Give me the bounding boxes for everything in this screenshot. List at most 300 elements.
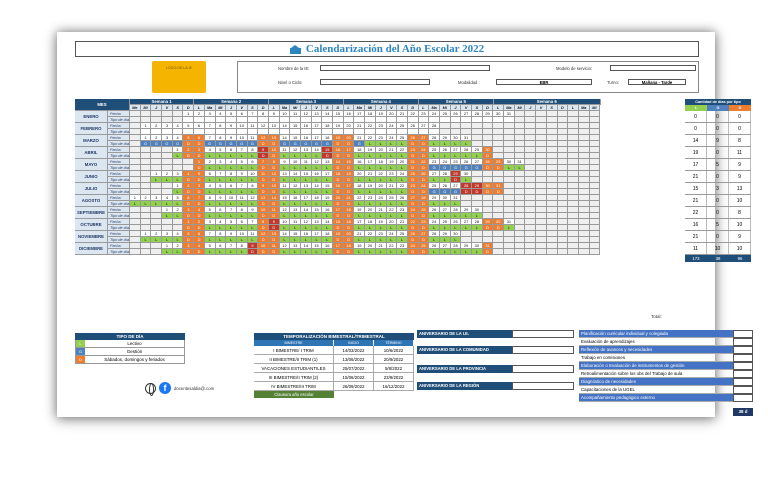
- type-cell[interactable]: L: [151, 237, 162, 243]
- date-cell[interactable]: 12: [290, 183, 301, 189]
- type-cell[interactable]: L: [365, 237, 376, 243]
- date-cell[interactable]: 8: [216, 231, 227, 237]
- type-cell[interactable]: L: [301, 225, 312, 231]
- date-cell[interactable]: 11: [301, 159, 312, 165]
- type-cell[interactable]: D: [258, 189, 269, 195]
- type-cell[interactable]: L: [226, 165, 237, 171]
- nivel-field[interactable]: [320, 79, 430, 85]
- date-cell[interactable]: 7: [237, 183, 248, 189]
- actividad-value[interactable]: [733, 330, 753, 338]
- date-cell[interactable]: 2: [194, 111, 205, 117]
- type-cell[interactable]: L: [365, 141, 376, 147]
- date-cell[interactable]: 24: [387, 231, 398, 237]
- type-cell[interactable]: L: [248, 225, 259, 231]
- type-cell[interactable]: L: [216, 153, 227, 159]
- type-cell[interactable]: L: [290, 153, 301, 159]
- date-cell[interactable]: 4: [216, 111, 227, 117]
- type-cell[interactable]: G: [216, 141, 227, 147]
- date-cell[interactable]: 24: [440, 159, 451, 165]
- date-cell[interactable]: 15: [333, 219, 344, 225]
- type-cell[interactable]: L: [173, 153, 184, 159]
- type-cell[interactable]: L: [461, 153, 472, 159]
- date-cell[interactable]: 15: [301, 171, 312, 177]
- date-cell[interactable]: 21: [354, 231, 365, 237]
- type-cell[interactable]: L: [162, 177, 173, 183]
- type-cell[interactable]: D: [408, 213, 419, 219]
- date-cell[interactable]: 14: [301, 243, 312, 249]
- date-cell[interactable]: 4: [173, 123, 184, 129]
- date-cell[interactable]: 22: [365, 123, 376, 129]
- date-cell[interactable]: 25: [397, 135, 408, 141]
- type-cell[interactable]: L: [237, 177, 248, 183]
- type-cell[interactable]: L: [451, 153, 462, 159]
- date-cell[interactable]: 3: [162, 135, 173, 141]
- date-cell[interactable]: 1: [141, 231, 152, 237]
- type-cell[interactable]: D: [183, 153, 194, 159]
- date-cell[interactable]: 22: [397, 147, 408, 153]
- date-cell[interactable]: 1: [141, 135, 152, 141]
- date-cell[interactable]: 2: [173, 243, 184, 249]
- date-cell[interactable]: 8: [237, 243, 248, 249]
- date-cell[interactable]: 15: [322, 147, 333, 153]
- date-cell[interactable]: 16: [322, 207, 333, 213]
- date-cell[interactable]: 28: [451, 207, 462, 213]
- type-cell[interactable]: L: [216, 177, 227, 183]
- type-cell[interactable]: G: [472, 165, 483, 171]
- type-cell[interactable]: L: [387, 165, 398, 171]
- type-cell[interactable]: L: [387, 201, 398, 207]
- date-cell[interactable]: 10: [258, 207, 269, 213]
- type-cell[interactable]: L: [173, 201, 184, 207]
- type-cell[interactable]: L: [387, 213, 398, 219]
- type-cell[interactable]: L: [376, 237, 387, 243]
- type-cell[interactable]: L: [322, 177, 333, 183]
- periodo-termino[interactable]: 5/8/2022: [374, 364, 414, 372]
- date-cell[interactable]: 22: [419, 159, 430, 165]
- type-cell[interactable]: G: [290, 141, 301, 147]
- date-cell[interactable]: 19: [333, 135, 344, 141]
- type-cell[interactable]: L: [365, 249, 376, 255]
- type-cell[interactable]: D: [472, 189, 483, 195]
- type-cell[interactable]: D: [269, 213, 280, 219]
- type-cell[interactable]: L: [387, 141, 398, 147]
- type-cell[interactable]: L: [322, 165, 333, 171]
- date-cell[interactable]: 4: [216, 219, 227, 225]
- date-cell[interactable]: 16: [344, 111, 355, 117]
- type-cell[interactable]: L: [376, 249, 387, 255]
- actividad-value[interactable]: [733, 354, 753, 362]
- type-cell[interactable]: D: [344, 201, 355, 207]
- date-cell[interactable]: 13: [312, 219, 323, 225]
- type-cell[interactable]: L: [387, 225, 398, 231]
- type-cell[interactable]: L: [130, 201, 141, 207]
- date-cell[interactable]: 17: [354, 111, 365, 117]
- date-cell[interactable]: 15: [322, 183, 333, 189]
- date-cell[interactable]: 16: [290, 195, 301, 201]
- type-cell[interactable]: D: [194, 237, 205, 243]
- date-cell[interactable]: 30: [451, 231, 462, 237]
- type-cell[interactable]: L: [429, 177, 440, 183]
- date-cell[interactable]: 18: [322, 231, 333, 237]
- type-cell[interactable]: L: [312, 225, 323, 231]
- type-cell[interactable]: L: [226, 237, 237, 243]
- type-cell[interactable]: L: [290, 213, 301, 219]
- date-cell[interactable]: 4: [194, 207, 205, 213]
- date-cell[interactable]: 8: [205, 195, 216, 201]
- type-cell[interactable]: L: [226, 249, 237, 255]
- type-cell[interactable]: D: [419, 213, 430, 219]
- type-cell[interactable]: D: [344, 249, 355, 255]
- type-cell[interactable]: L: [451, 237, 462, 243]
- date-cell[interactable]: 25: [429, 147, 440, 153]
- type-cell[interactable]: L: [312, 201, 323, 207]
- periodo-inicio[interactable]: 14/03/2022: [334, 346, 374, 354]
- date-cell[interactable]: 14: [290, 171, 301, 177]
- date-cell[interactable]: 26: [408, 231, 419, 237]
- type-cell[interactable]: G: [173, 141, 184, 147]
- type-cell[interactable]: G: [162, 141, 173, 147]
- date-cell[interactable]: 12: [269, 171, 280, 177]
- date-cell[interactable]: 22: [365, 231, 376, 237]
- type-cell[interactable]: L: [365, 165, 376, 171]
- date-cell[interactable]: 28: [419, 195, 430, 201]
- date-cell[interactable]: 9: [226, 135, 237, 141]
- date-cell[interactable]: 6: [194, 123, 205, 129]
- date-cell[interactable]: 5: [216, 147, 227, 153]
- type-cell[interactable]: L: [397, 153, 408, 159]
- date-cell[interactable]: 7: [258, 159, 269, 165]
- date-cell[interactable]: 5: [173, 195, 184, 201]
- date-cell[interactable]: 3: [173, 171, 184, 177]
- date-cell[interactable]: 7: [226, 243, 237, 249]
- date-cell[interactable]: 30: [483, 183, 494, 189]
- type-cell[interactable]: D: [344, 153, 355, 159]
- type-cell[interactable]: L: [216, 237, 227, 243]
- date-cell[interactable]: 10: [237, 135, 248, 141]
- date-cell[interactable]: 12: [258, 135, 269, 141]
- periodo-termino[interactable]: 16/12/2022: [374, 382, 414, 390]
- type-cell[interactable]: L: [440, 249, 451, 255]
- date-cell[interactable]: 14: [269, 195, 280, 201]
- date-cell[interactable]: 26: [451, 111, 462, 117]
- date-cell[interactable]: 12: [280, 207, 291, 213]
- date-cell[interactable]: 24: [419, 183, 430, 189]
- date-cell[interactable]: 12: [258, 231, 269, 237]
- type-cell[interactable]: L: [461, 141, 472, 147]
- date-cell[interactable]: 2: [183, 147, 194, 153]
- type-cell[interactable]: L: [173, 189, 184, 195]
- date-cell[interactable]: 27: [472, 159, 483, 165]
- date-cell[interactable]: 20: [333, 195, 344, 201]
- type-cell[interactable]: L: [354, 177, 365, 183]
- date-cell[interactable]: 29: [429, 195, 440, 201]
- date-cell[interactable]: 16: [333, 147, 344, 153]
- date-cell[interactable]: 22: [397, 183, 408, 189]
- date-cell[interactable]: 27: [419, 231, 430, 237]
- type-cell[interactable]: L: [397, 237, 408, 243]
- date-cell[interactable]: 22: [387, 243, 398, 249]
- date-cell[interactable]: 29: [461, 207, 472, 213]
- type-cell[interactable]: L: [216, 225, 227, 231]
- date-cell[interactable]: 7: [194, 195, 205, 201]
- date-cell[interactable]: 14: [280, 135, 291, 141]
- type-cell[interactable]: L: [290, 177, 301, 183]
- date-cell[interactable]: 3: [162, 231, 173, 237]
- modelo-field[interactable]: [610, 65, 696, 71]
- type-cell[interactable]: D: [269, 249, 280, 255]
- type-cell[interactable]: D: [408, 201, 419, 207]
- date-cell[interactable]: 27: [461, 219, 472, 225]
- type-cell[interactable]: D: [408, 225, 419, 231]
- type-cell[interactable]: D: [258, 153, 269, 159]
- date-cell[interactable]: 11: [290, 219, 301, 225]
- date-cell[interactable]: 11: [248, 123, 259, 129]
- date-cell[interactable]: 10: [258, 243, 269, 249]
- type-cell[interactable]: D: [483, 189, 494, 195]
- type-cell[interactable]: D: [344, 225, 355, 231]
- date-cell[interactable]: 13: [301, 183, 312, 189]
- type-cell[interactable]: G: [451, 189, 462, 195]
- date-cell[interactable]: 9: [258, 147, 269, 153]
- periodo-inicio[interactable]: 26/09/2022: [334, 382, 374, 390]
- type-cell[interactable]: D: [194, 189, 205, 195]
- date-cell[interactable]: 27: [440, 243, 451, 249]
- type-cell[interactable]: D: [333, 189, 344, 195]
- type-cell[interactable]: L: [440, 177, 451, 183]
- date-cell[interactable]: 5: [183, 123, 194, 129]
- type-cell[interactable]: L: [354, 213, 365, 219]
- type-cell[interactable]: L: [280, 201, 291, 207]
- date-cell[interactable]: 18: [376, 159, 387, 165]
- type-cell[interactable]: D: [333, 225, 344, 231]
- date-cell[interactable]: 10: [280, 111, 291, 117]
- date-cell[interactable]: 5: [216, 183, 227, 189]
- type-cell[interactable]: D: [183, 237, 194, 243]
- type-cell[interactable]: L: [141, 201, 152, 207]
- type-cell[interactable]: G: [322, 141, 333, 147]
- type-cell[interactable]: D: [408, 141, 419, 147]
- type-cell[interactable]: D: [194, 165, 205, 171]
- type-cell[interactable]: L: [387, 237, 398, 243]
- date-cell[interactable]: 19: [365, 183, 376, 189]
- type-cell[interactable]: L: [290, 225, 301, 231]
- date-cell[interactable]: 13: [322, 159, 333, 165]
- type-cell[interactable]: L: [237, 201, 248, 207]
- date-cell[interactable]: 10: [280, 219, 291, 225]
- type-cell[interactable]: D: [419, 225, 430, 231]
- date-cell[interactable]: 19: [387, 159, 398, 165]
- date-cell[interactable]: 25: [419, 207, 430, 213]
- type-cell[interactable]: D: [258, 225, 269, 231]
- date-cell[interactable]: 12: [248, 195, 259, 201]
- type-cell[interactable]: L: [376, 177, 387, 183]
- type-cell[interactable]: L: [312, 165, 323, 171]
- type-cell[interactable]: D: [344, 189, 355, 195]
- date-cell[interactable]: 31: [493, 183, 504, 189]
- type-cell[interactable]: G: [226, 141, 237, 147]
- date-cell[interactable]: 21: [376, 207, 387, 213]
- date-cell[interactable]: 29: [440, 135, 451, 141]
- type-cell[interactable]: L: [173, 177, 184, 183]
- date-cell[interactable]: 17: [312, 135, 323, 141]
- date-cell[interactable]: 29: [440, 231, 451, 237]
- type-cell[interactable]: D: [333, 165, 344, 171]
- type-cell[interactable]: L: [301, 249, 312, 255]
- type-cell[interactable]: L: [216, 165, 227, 171]
- date-cell[interactable]: 17: [333, 243, 344, 249]
- type-cell[interactable]: [536, 249, 547, 255]
- date-cell[interactable]: 21: [376, 243, 387, 249]
- type-cell[interactable]: D: [419, 153, 430, 159]
- type-cell[interactable]: L: [173, 213, 184, 219]
- type-cell[interactable]: G: [205, 141, 216, 147]
- date-cell[interactable]: 29: [461, 243, 472, 249]
- date-cell[interactable]: 16: [301, 135, 312, 141]
- date-cell[interactable]: 6: [183, 195, 194, 201]
- date-cell[interactable]: 10: [269, 183, 280, 189]
- date-cell[interactable]: 6: [216, 243, 227, 249]
- type-cell[interactable]: G: [461, 165, 472, 171]
- type-cell[interactable]: L: [451, 201, 462, 207]
- type-cell[interactable]: L: [429, 213, 440, 219]
- date-cell[interactable]: 25: [451, 159, 462, 165]
- type-cell[interactable]: L: [141, 237, 152, 243]
- type-cell[interactable]: L: [397, 165, 408, 171]
- type-cell[interactable]: D: [419, 189, 430, 195]
- type-cell[interactable]: L: [312, 213, 323, 219]
- type-cell[interactable]: L: [322, 225, 333, 231]
- type-cell[interactable]: L: [354, 189, 365, 195]
- date-cell[interactable]: 28: [429, 123, 440, 129]
- date-cell[interactable]: 14: [280, 123, 291, 129]
- date-cell[interactable]: 25: [440, 219, 451, 225]
- periodo-termino[interactable]: 23/9/2022: [374, 373, 414, 381]
- date-cell[interactable]: 14: [280, 231, 291, 237]
- type-cell[interactable]: L: [429, 225, 440, 231]
- date-cell[interactable]: 9: [216, 195, 227, 201]
- date-cell[interactable]: 3: [205, 219, 216, 225]
- website-url[interactable]: docentesaldia@.com: [174, 385, 215, 391]
- date-cell[interactable]: 5: [194, 171, 205, 177]
- type-cell[interactable]: L: [205, 153, 216, 159]
- date-cell[interactable]: 24: [429, 111, 440, 117]
- date-cell[interactable]: 8: [216, 135, 227, 141]
- date-cell[interactable]: 7: [248, 111, 259, 117]
- type-cell[interactable]: D: [408, 189, 419, 195]
- type-cell[interactable]: [579, 249, 590, 255]
- type-cell[interactable]: L: [387, 177, 398, 183]
- type-cell[interactable]: D: [493, 189, 504, 195]
- type-cell[interactable]: L: [216, 213, 227, 219]
- date-cell[interactable]: 8: [237, 207, 248, 213]
- periodo-inicio[interactable]: 15/06/2022: [334, 373, 374, 381]
- type-cell[interactable]: L: [365, 177, 376, 183]
- type-cell[interactable]: L: [461, 249, 472, 255]
- type-cell[interactable]: L: [237, 165, 248, 171]
- type-cell[interactable]: D: [419, 165, 430, 171]
- date-cell[interactable]: 23: [408, 183, 419, 189]
- date-cell[interactable]: 2: [194, 219, 205, 225]
- type-cell[interactable]: [151, 249, 162, 255]
- date-cell[interactable]: 30: [472, 207, 483, 213]
- date-cell[interactable]: 14: [312, 147, 323, 153]
- date-cell[interactable]: 12: [301, 111, 312, 117]
- type-cell[interactable]: L: [365, 153, 376, 159]
- type-cell[interactable]: D: [344, 213, 355, 219]
- date-cell[interactable]: 22: [365, 135, 376, 141]
- date-cell[interactable]: 26: [397, 195, 408, 201]
- type-cell[interactable]: D: [333, 141, 344, 147]
- date-cell[interactable]: 9: [280, 159, 291, 165]
- type-cell[interactable]: L: [429, 201, 440, 207]
- type-cell[interactable]: L: [205, 225, 216, 231]
- actividad-value[interactable]: [733, 378, 753, 386]
- type-cell[interactable]: D: [258, 201, 269, 207]
- type-cell[interactable]: L: [280, 237, 291, 243]
- type-cell[interactable]: L: [365, 213, 376, 219]
- type-cell[interactable]: D: [183, 249, 194, 255]
- type-cell[interactable]: D: [493, 165, 504, 171]
- type-cell[interactable]: L: [301, 189, 312, 195]
- type-cell[interactable]: D: [408, 177, 419, 183]
- date-cell[interactable]: 1: [151, 171, 162, 177]
- date-cell[interactable]: 31: [451, 195, 462, 201]
- date-cell[interactable]: 30: [483, 147, 494, 153]
- type-cell[interactable]: L: [376, 153, 387, 159]
- type-cell[interactable]: L: [312, 153, 323, 159]
- date-cell[interactable]: 11: [280, 183, 291, 189]
- type-cell[interactable]: L: [312, 189, 323, 195]
- type-cell[interactable]: D: [258, 141, 269, 147]
- type-cell[interactable]: D: [194, 153, 205, 159]
- type-cell[interactable]: L: [354, 237, 365, 243]
- type-cell[interactable]: L: [440, 141, 451, 147]
- type-cell[interactable]: D: [483, 225, 494, 231]
- date-cell[interactable]: 23: [387, 171, 398, 177]
- date-cell[interactable]: 21: [365, 171, 376, 177]
- type-cell[interactable]: L: [205, 165, 216, 171]
- date-cell[interactable]: 3: [194, 183, 205, 189]
- date-cell[interactable]: 25: [397, 231, 408, 237]
- date-cell[interactable]: 16: [322, 243, 333, 249]
- type-cell[interactable]: [493, 249, 504, 255]
- date-cell[interactable]: 28: [440, 171, 451, 177]
- type-cell[interactable]: L: [237, 189, 248, 195]
- type-cell[interactable]: L: [248, 189, 259, 195]
- type-cell[interactable]: L: [248, 213, 259, 219]
- type-cell[interactable]: L: [472, 249, 483, 255]
- type-cell[interactable]: D: [451, 177, 462, 183]
- date-cell[interactable]: 3: [151, 195, 162, 201]
- date-cell[interactable]: 27: [429, 171, 440, 177]
- type-cell[interactable]: [525, 249, 536, 255]
- date-cell[interactable]: 18: [312, 195, 323, 201]
- date-cell[interactable]: 21: [344, 195, 355, 201]
- date-cell[interactable]: 26: [429, 243, 440, 249]
- type-cell[interactable]: D: [183, 213, 194, 219]
- type-cell[interactable]: G: [440, 189, 451, 195]
- date-cell[interactable]: 27: [451, 183, 462, 189]
- date-cell[interactable]: 26: [440, 147, 451, 153]
- date-cell[interactable]: 1: [130, 195, 141, 201]
- type-cell[interactable]: D: [483, 165, 494, 171]
- type-cell[interactable]: D: [333, 237, 344, 243]
- type-cell[interactable]: L: [365, 225, 376, 231]
- type-cell[interactable]: D: [269, 141, 280, 147]
- date-cell[interactable]: 6: [205, 171, 216, 177]
- date-cell[interactable]: 17: [344, 183, 355, 189]
- date-cell[interactable]: 21: [387, 183, 398, 189]
